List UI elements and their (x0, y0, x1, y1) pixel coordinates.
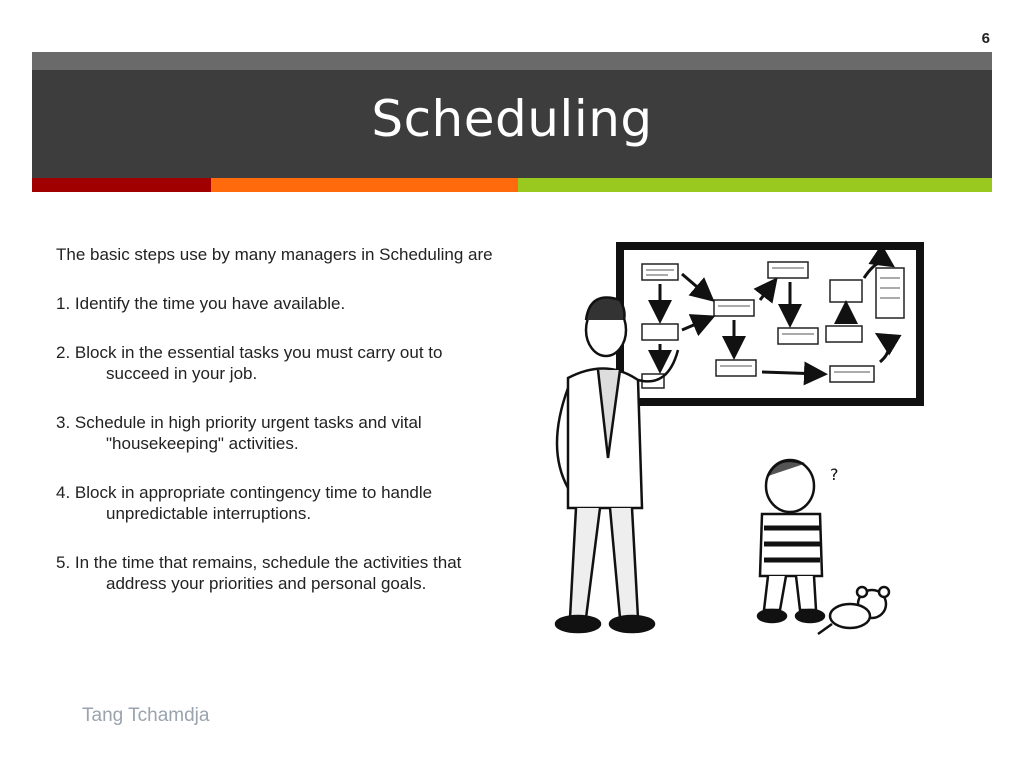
slide-title: Scheduling (371, 90, 653, 148)
footer-author: Tang Tchamdja (82, 705, 210, 726)
cartoon-scheduling-whiteboard-icon (528, 238, 928, 650)
slide-number: 6 (981, 30, 990, 47)
svg-text:?: ? (830, 465, 839, 484)
body-text (56, 244, 496, 622)
step-1: 1. Identify the time you have available. (56, 294, 346, 313)
accent-stripe-green (518, 178, 992, 192)
title-bar-top-strip (32, 52, 992, 70)
step-5: 5. In the time that remains, schedule the activities that address your priorities and personal goals. (56, 553, 462, 593)
intro-paragraph: The basic steps use by many managers in Scheduling are (56, 245, 493, 264)
title-bar (32, 70, 992, 178)
step-4: 4. Block in appropriate contingency time to handle unpredictable interruptions. (56, 483, 433, 523)
accent-stripe-orange (211, 178, 518, 192)
step-3: 3. Schedule in high priority urgent tasks and vital "housekeeping" activities. (56, 413, 422, 453)
accent-stripe-red (32, 178, 211, 192)
step-2: 2. Block in the essential tasks you must carry out to succeed in your job. (56, 343, 443, 383)
